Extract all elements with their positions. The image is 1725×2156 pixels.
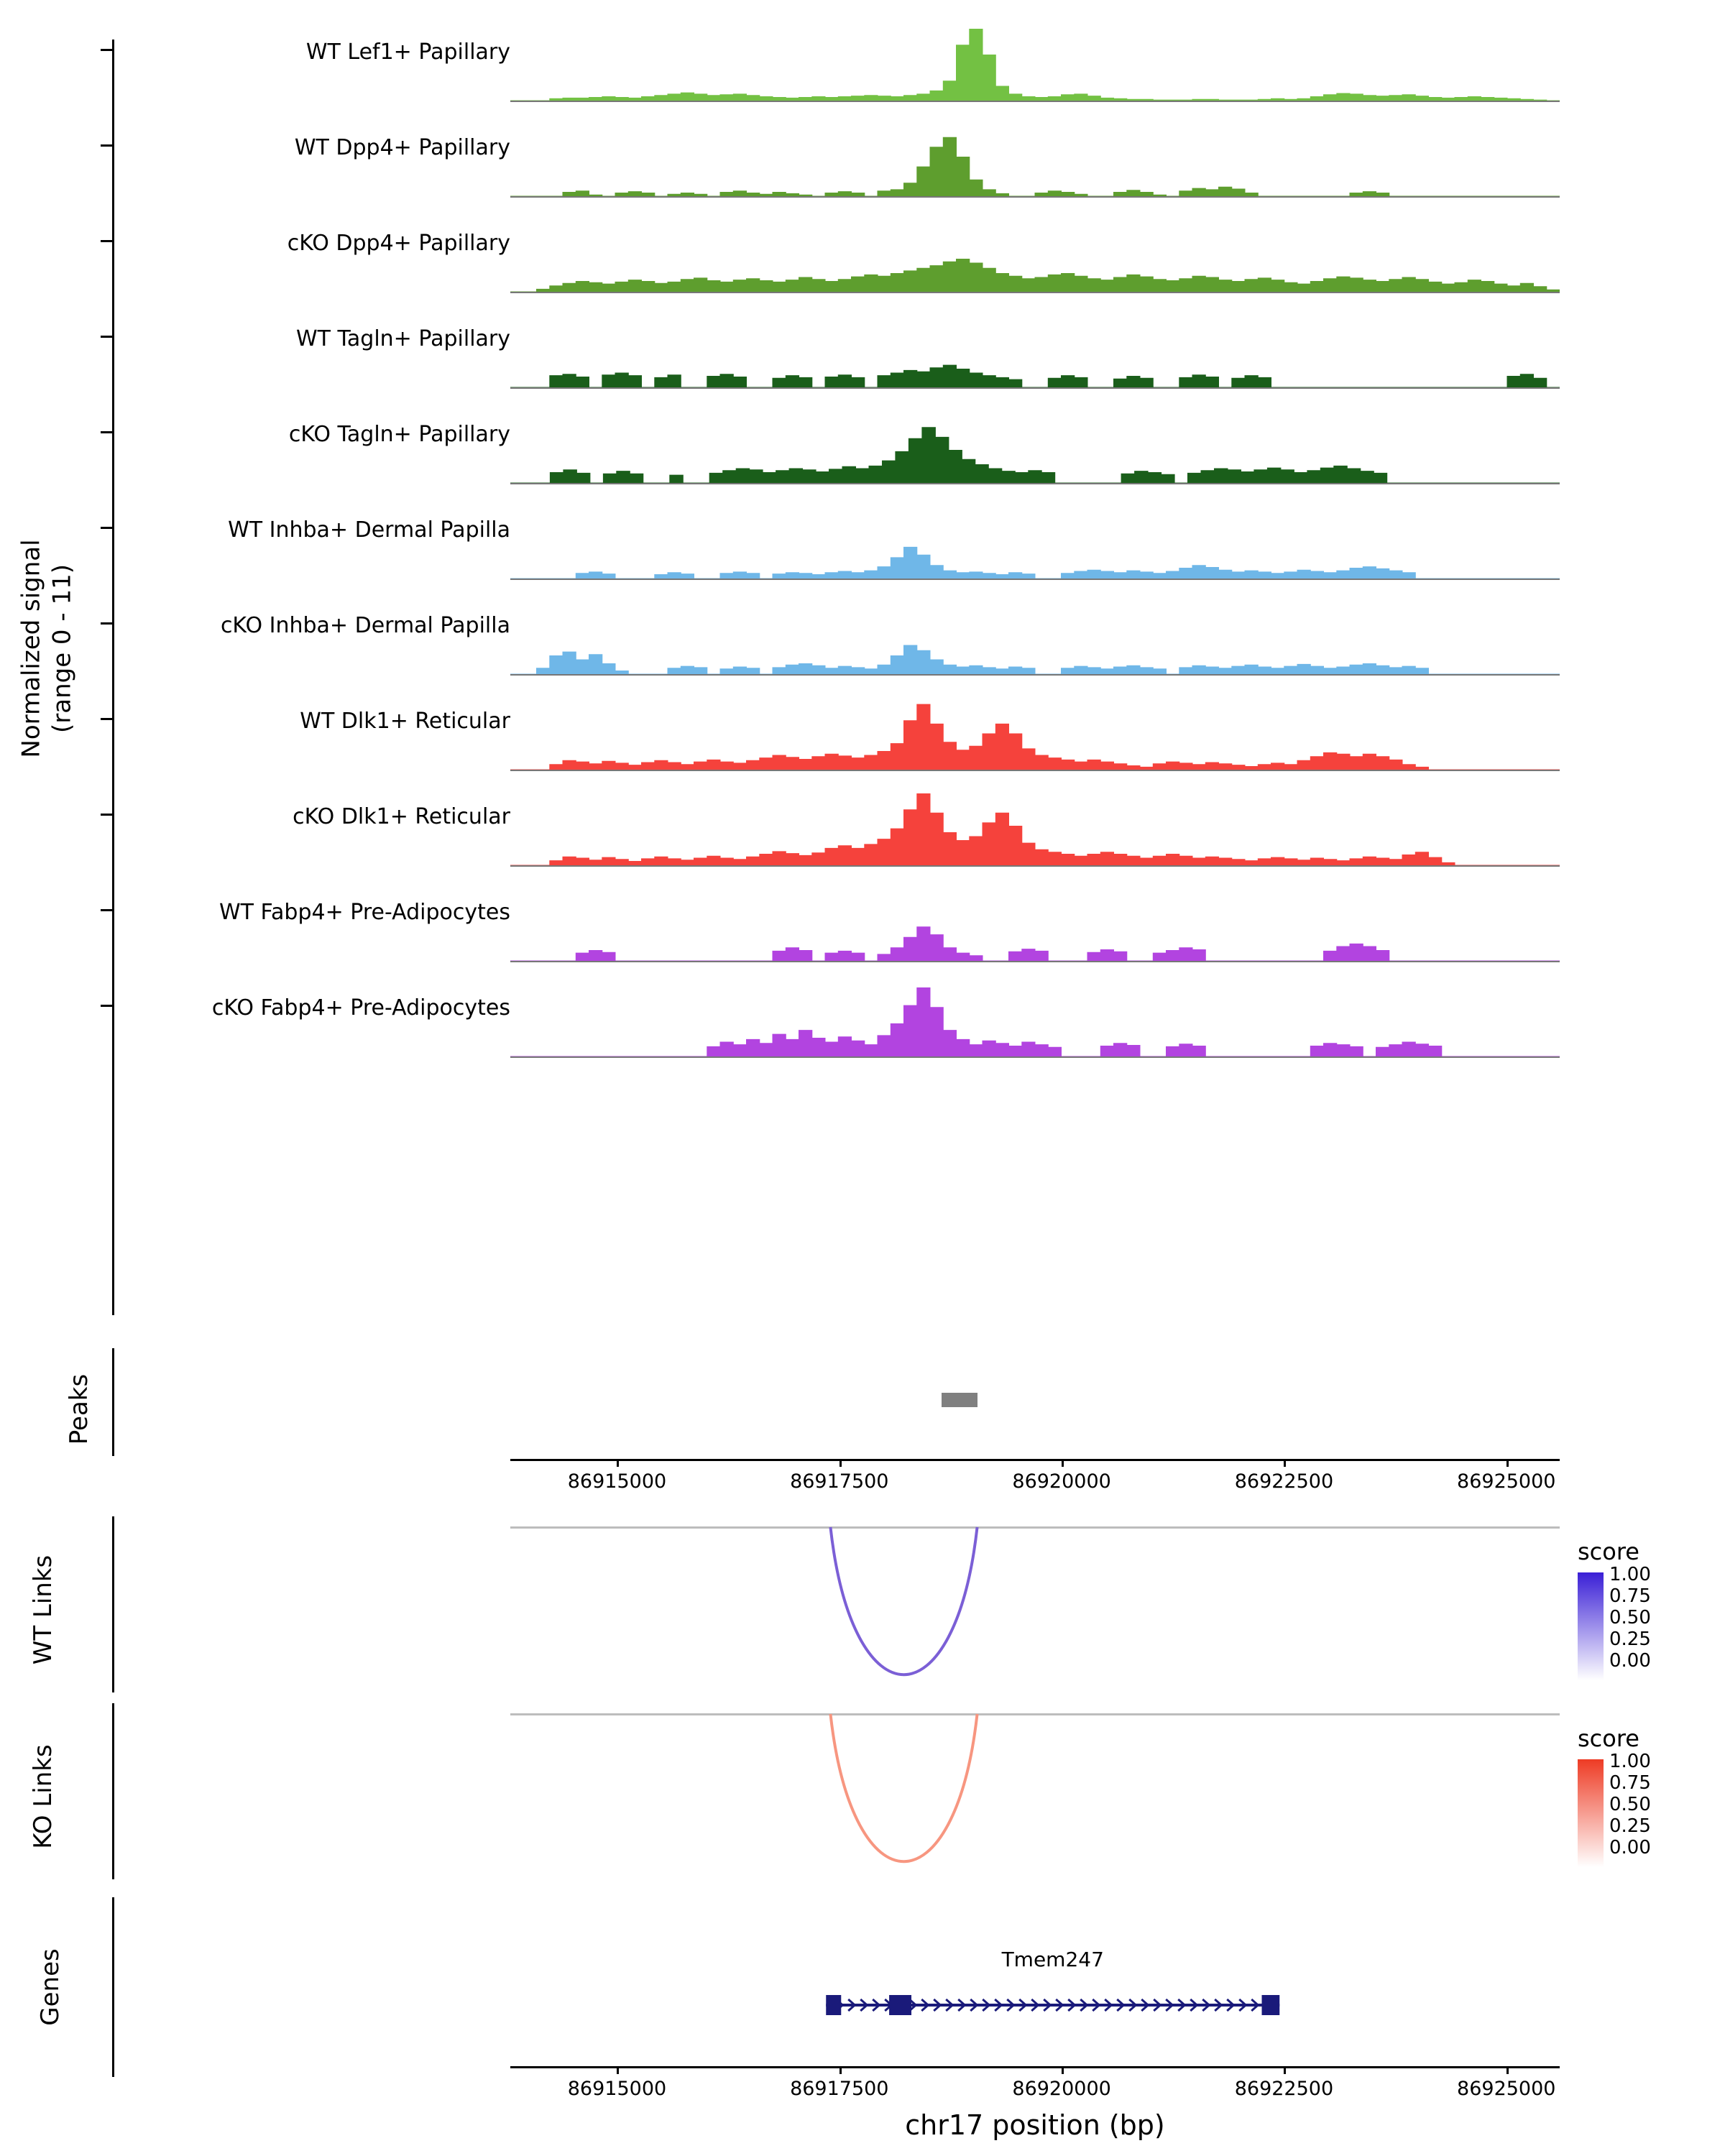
y-axis-tick	[101, 431, 112, 433]
coverage-area	[510, 602, 1560, 674]
x-axis-tick-label: 86915000	[567, 2078, 667, 2100]
wt-links-legend-title: score	[1578, 1538, 1639, 1565]
ko-links-legend-title: score	[1578, 1725, 1639, 1752]
coverage-baseline	[510, 387, 1560, 389]
x-axis-top-line	[510, 1459, 1560, 1461]
coverage-track-label: cKO Inhba+ Dermal Papilla	[220, 613, 510, 638]
peaks-panel	[0, 1342, 1725, 1457]
x-axis-tick-label: 86922500	[1234, 2078, 1334, 2100]
wt-links-label-text: WT Links	[29, 1554, 58, 1665]
y-axis-tick	[101, 240, 112, 242]
x-axis-tick	[1284, 1459, 1286, 1467]
ko-links-panel	[0, 1703, 1725, 1879]
y-axis-tick	[101, 718, 112, 720]
ko-links-plot	[510, 1703, 1560, 1879]
ko-links-axis-line	[112, 1703, 114, 1879]
ko-links-label-text: KO Links	[29, 1744, 58, 1849]
y-axis-tick	[101, 49, 112, 51]
coverage-baseline	[510, 483, 1560, 484]
coverage-area	[510, 889, 1560, 961]
x-axis-bottom-line	[510, 2066, 1560, 2068]
gene-model	[510, 1897, 1560, 2077]
x-axis-tick	[1506, 1459, 1509, 1467]
coverage-track	[0, 985, 1725, 1065]
coverage-track-label: WT Inhba+ Dermal Papilla	[228, 517, 510, 543]
coverage-track	[0, 124, 1725, 205]
x-axis-tick	[840, 1459, 842, 1467]
coverage-track	[0, 411, 1725, 492]
coverage-baseline	[510, 1056, 1560, 1058]
coverage-track-label: WT Dlk1+ Reticular	[300, 709, 510, 734]
peaks-label-text: Peaks	[65, 1373, 93, 1445]
x-axis-tick-label: 86925000	[1457, 2078, 1556, 2100]
coverage-baseline	[510, 770, 1560, 771]
legend-tick-label: 0.25	[1609, 1815, 1651, 1837]
coverage-track	[0, 889, 1725, 969]
coverage-area	[510, 220, 1560, 292]
coverage-track	[0, 315, 1725, 396]
x-axis-tick	[1062, 2066, 1064, 2074]
coverage-area	[510, 793, 1560, 865]
y-axis-tick	[101, 527, 112, 529]
genes-label-text: Genes	[36, 1948, 65, 2026]
coverage-baseline	[510, 865, 1560, 867]
coverage-baseline	[510, 674, 1560, 676]
legend-tick-label: 1.00	[1609, 1564, 1651, 1585]
wt-links-legend-ticks	[1609, 1564, 1651, 1672]
legend-tick-label: 0.75	[1609, 1772, 1651, 1794]
legend-tick-label: 0.25	[1609, 1628, 1651, 1650]
y-axis-title-line1: Normalized signal	[17, 539, 46, 758]
coverage-baseline	[510, 292, 1560, 293]
coverage-track-label: WT Tagln+ Papillary	[296, 326, 510, 351]
ko-links-legend	[1578, 1725, 1721, 1883]
coverage-area	[510, 315, 1560, 387]
x-axis-tick	[1062, 1459, 1064, 1467]
peaks-plot	[510, 1342, 1560, 1457]
x-axis-tick-label: 86922500	[1234, 1470, 1334, 1493]
coverage-area	[510, 985, 1560, 1056]
coverage-area	[510, 29, 1560, 101]
y-axis-tick	[101, 909, 112, 911]
y-axis-tick	[101, 622, 112, 625]
x-axis-tick-label: 86920000	[1012, 2078, 1111, 2100]
legend-tick-label: 0.50	[1609, 1794, 1651, 1815]
coverage-area	[510, 124, 1560, 196]
coverage-track-label: WT Fabp4+ Pre-Adipocytes	[219, 900, 510, 925]
coverage-track	[0, 220, 1725, 300]
gene-name-label: Tmem247	[1001, 1948, 1104, 1971]
ko-links-legend-ticks	[1609, 1751, 1651, 1858]
y-axis-tick	[101, 144, 112, 147]
coverage-track-label: cKO Fabp4+ Pre-Adipocytes	[211, 995, 510, 1021]
legend-tick-label: 0.00	[1609, 1837, 1651, 1858]
legend-tick-label: 0.75	[1609, 1585, 1651, 1607]
y-axis-tick	[101, 336, 112, 338]
x-axis-tick-label: 86917500	[790, 2078, 889, 2100]
x-axis-tick	[617, 1459, 619, 1467]
coverage-track	[0, 698, 1725, 778]
wt-links-panel	[0, 1516, 1725, 1692]
coverage-track-label: WT Dpp4+ Papillary	[294, 135, 510, 160]
x-axis-tick	[1284, 2066, 1286, 2074]
y-axis-title-line2: (range 0 - 11)	[47, 564, 76, 733]
legend-tick-label: 0.00	[1609, 1650, 1651, 1672]
legend-tick-label: 0.50	[1609, 1607, 1651, 1628]
wt-links-legend	[1578, 1538, 1721, 1696]
x-axis-tick-label: 86925000	[1457, 1470, 1556, 1493]
y-axis-tick	[101, 814, 112, 816]
coverage-track	[0, 793, 1725, 874]
x-axis-title: chr17 position (bp)	[905, 2109, 1165, 2141]
coverage-track	[0, 602, 1725, 683]
wt-links-legend-gradient	[1578, 1572, 1604, 1680]
ko-links-legend-gradient	[1578, 1759, 1604, 1867]
wt-links-axis-line	[112, 1516, 114, 1692]
x-axis-tick	[617, 2066, 619, 2074]
coverage-track-label: WT Lef1+ Papillary	[305, 40, 510, 65]
coverage-baseline	[510, 961, 1560, 962]
coverage-track	[0, 507, 1725, 587]
x-axis-tick-label: 86915000	[567, 1470, 667, 1493]
coverage-track-label: cKO Tagln+ Papillary	[288, 422, 510, 447]
coverage-track	[0, 29, 1725, 109]
wt-links-plot	[510, 1516, 1560, 1692]
coverage-area	[510, 507, 1560, 579]
x-axis-tick	[1506, 2066, 1509, 2074]
coverage-track-label: cKO Dlk1+ Reticular	[293, 804, 510, 829]
x-axis-tick-label: 86917500	[790, 1470, 889, 1493]
coverage-baseline	[510, 579, 1560, 580]
coverage-area	[510, 698, 1560, 770]
peaks-axis-line	[112, 1348, 114, 1456]
x-axis-tick-label: 86920000	[1012, 1470, 1111, 1493]
coverage-baseline	[510, 101, 1560, 102]
legend-tick-label: 1.00	[1609, 1751, 1651, 1772]
x-axis-tick	[840, 2066, 842, 2074]
coverage-baseline	[510, 196, 1560, 198]
genes-panel	[0, 1897, 1725, 2084]
coverage-track-label: cKO Dpp4+ Papillary	[287, 231, 510, 256]
y-axis-tick	[101, 1005, 112, 1007]
genes-axis-line	[112, 1897, 114, 2077]
peak-region[interactable]	[942, 1393, 977, 1407]
coverage-area	[510, 411, 1560, 483]
